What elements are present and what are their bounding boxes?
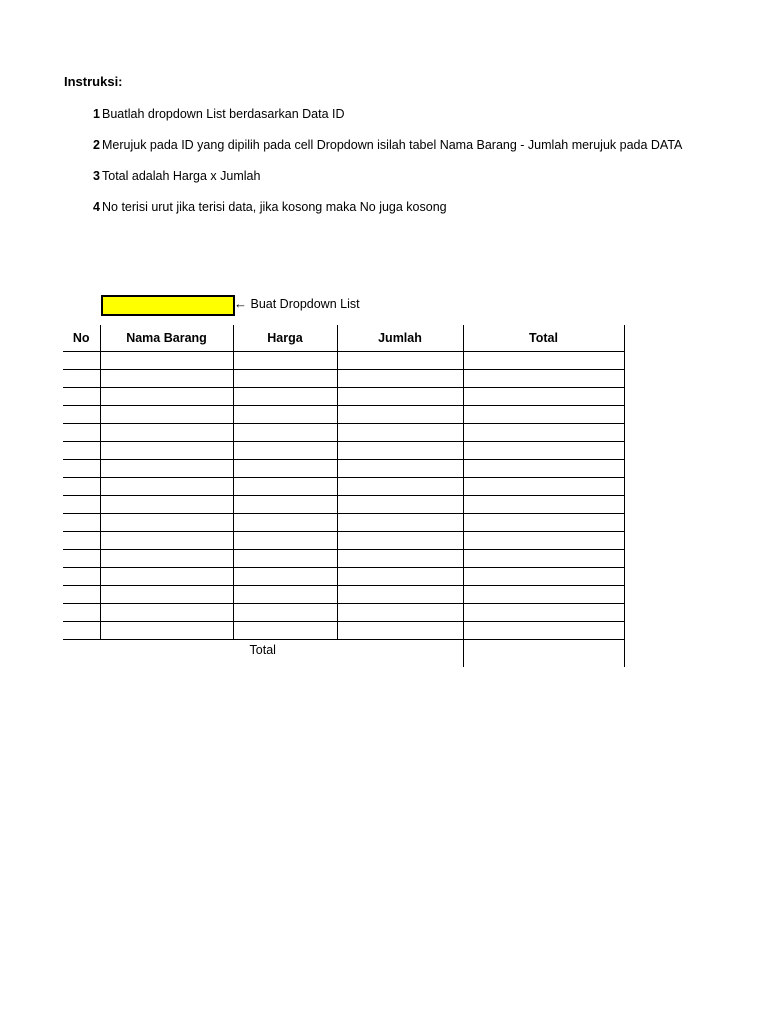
- cell-total[interactable]: [463, 388, 624, 406]
- cell-no[interactable]: [63, 406, 100, 424]
- cell-nama-barang[interactable]: [100, 514, 233, 532]
- cell-nama-barang[interactable]: [100, 442, 233, 460]
- cell-no[interactable]: [63, 424, 100, 442]
- cell-jumlah[interactable]: [337, 622, 463, 640]
- cell-total[interactable]: [463, 352, 624, 370]
- cell-nama-barang[interactable]: [100, 370, 233, 388]
- column-header-no: No: [63, 325, 100, 352]
- cell-nama-barang[interactable]: [100, 460, 233, 478]
- cell-total[interactable]: [463, 460, 624, 478]
- cell-nama-barang[interactable]: [100, 388, 233, 406]
- cell-nama-barang[interactable]: [100, 568, 233, 586]
- cell-harga[interactable]: [233, 352, 337, 370]
- cell-total[interactable]: [463, 442, 624, 460]
- cell-no[interactable]: [63, 568, 100, 586]
- instruction-number: 1: [93, 107, 100, 121]
- table-row: [63, 478, 624, 496]
- cell-nama-barang[interactable]: [100, 352, 233, 370]
- cell-no[interactable]: [63, 622, 100, 640]
- cell-jumlah[interactable]: [337, 442, 463, 460]
- cell-harga[interactable]: [233, 478, 337, 496]
- table-row: [63, 514, 624, 532]
- cell-jumlah[interactable]: [337, 370, 463, 388]
- cell-harga[interactable]: [233, 442, 337, 460]
- cell-nama-barang[interactable]: [100, 406, 233, 424]
- cell-jumlah[interactable]: [337, 406, 463, 424]
- footer-total-cell[interactable]: [463, 640, 624, 668]
- cell-jumlah[interactable]: [337, 478, 463, 496]
- cell-harga[interactable]: [233, 496, 337, 514]
- instruction-text: Total adalah Harga x Jumlah: [102, 169, 261, 183]
- cell-jumlah[interactable]: [337, 388, 463, 406]
- cell-jumlah[interactable]: [337, 532, 463, 550]
- cell-total[interactable]: [463, 478, 624, 496]
- table-row: [63, 406, 624, 424]
- items-table: [63, 325, 625, 667]
- footer-total-label: Total: [249, 643, 276, 657]
- cell-no[interactable]: [63, 442, 100, 460]
- table-footer-row: [63, 640, 624, 668]
- column-header-nama-barang: Nama Barang: [100, 325, 233, 352]
- cell-nama-barang[interactable]: [100, 550, 233, 568]
- cell-harga[interactable]: [233, 568, 337, 586]
- cell-total[interactable]: [463, 496, 624, 514]
- cell-no[interactable]: [63, 514, 100, 532]
- instruction-text: No terisi urut jika terisi data, jika kosong maka No juga kosong: [102, 200, 447, 214]
- table-row: [63, 388, 624, 406]
- cell-harga[interactable]: [233, 388, 337, 406]
- cell-harga[interactable]: [233, 406, 337, 424]
- cell-no[interactable]: [63, 352, 100, 370]
- cell-total[interactable]: [463, 532, 624, 550]
- column-header-total: Total: [463, 325, 624, 352]
- cell-harga[interactable]: [233, 514, 337, 532]
- table-row: [63, 622, 624, 640]
- cell-nama-barang[interactable]: [100, 586, 233, 604]
- cell-nama-barang[interactable]: [100, 532, 233, 550]
- cell-jumlah[interactable]: [337, 514, 463, 532]
- instruction-4: [64, 200, 447, 214]
- cell-nama-barang[interactable]: [100, 496, 233, 514]
- cell-no[interactable]: [63, 496, 100, 514]
- table-row: [63, 460, 624, 478]
- cell-total[interactable]: [463, 514, 624, 532]
- instruction-1: [64, 107, 345, 121]
- cell-total[interactable]: [463, 586, 624, 604]
- cell-jumlah[interactable]: [337, 424, 463, 442]
- table-row: [63, 424, 624, 442]
- column-header-harga: Harga: [233, 325, 337, 352]
- cell-harga[interactable]: [233, 622, 337, 640]
- cell-no[interactable]: [63, 388, 100, 406]
- cell-harga[interactable]: [233, 424, 337, 442]
- cell-no[interactable]: [63, 532, 100, 550]
- cell-total[interactable]: [463, 604, 624, 622]
- cell-jumlah[interactable]: [337, 586, 463, 604]
- cell-no[interactable]: [63, 604, 100, 622]
- table-row: [63, 370, 624, 388]
- table-row: [63, 442, 624, 460]
- instructions-heading: Instruksi:: [64, 74, 123, 89]
- cell-no[interactable]: [63, 460, 100, 478]
- cell-harga[interactable]: [233, 460, 337, 478]
- cell-harga[interactable]: [233, 532, 337, 550]
- cell-nama-barang[interactable]: [100, 622, 233, 640]
- cell-nama-barang[interactable]: [100, 424, 233, 442]
- cell-total[interactable]: [463, 568, 624, 586]
- cell-no[interactable]: [63, 550, 100, 568]
- cell-total[interactable]: [463, 550, 624, 568]
- instruction-3: [64, 169, 260, 183]
- cell-jumlah[interactable]: [337, 568, 463, 586]
- table-row: [63, 586, 624, 604]
- cell-jumlah[interactable]: [337, 460, 463, 478]
- instruction-number: 2: [93, 138, 100, 152]
- cell-jumlah[interactable]: [337, 604, 463, 622]
- cell-nama-barang[interactable]: [100, 478, 233, 496]
- cell-jumlah[interactable]: [337, 352, 463, 370]
- cell-no[interactable]: [63, 370, 100, 388]
- cell-harga[interactable]: [233, 550, 337, 568]
- table-row: [63, 532, 624, 550]
- cell-jumlah[interactable]: [337, 550, 463, 568]
- instruction-text: Buatlah dropdown List berdasarkan Data ID: [102, 107, 345, 121]
- cell-harga[interactable]: [233, 604, 337, 622]
- table-row: [63, 604, 624, 622]
- column-header-jumlah: Jumlah: [337, 325, 463, 352]
- cell-no[interactable]: [63, 478, 100, 496]
- cell-total[interactable]: [463, 424, 624, 442]
- cell-total[interactable]: [463, 370, 624, 388]
- table-header-row: [63, 325, 624, 352]
- instruction-number: 3: [93, 169, 100, 183]
- cell-harga[interactable]: [233, 370, 337, 388]
- instruction-number: 4: [93, 200, 100, 214]
- instruction-text: Merujuk pada ID yang dipilih pada cell Dropdown isilah tabel Nama Barang - Jumlah merujuk pada DATA: [102, 138, 683, 152]
- dropdown-note-text: Buat Dropdown List: [250, 297, 360, 311]
- table-row: [63, 496, 624, 514]
- dropdown-note: [234, 296, 360, 311]
- left-arrow-icon: ←: [234, 296, 247, 311]
- cell-total[interactable]: [463, 406, 624, 424]
- table-row: [63, 568, 624, 586]
- cell-nama-barang[interactable]: [100, 604, 233, 622]
- cell-total[interactable]: [463, 622, 624, 640]
- cell-jumlah[interactable]: [337, 496, 463, 514]
- instruction-2: [64, 138, 682, 152]
- cell-harga[interactable]: [233, 586, 337, 604]
- table-row: [63, 352, 624, 370]
- table-body: [63, 352, 624, 640]
- cell-no[interactable]: [63, 586, 100, 604]
- table-row: [63, 550, 624, 568]
- dropdown-cell[interactable]: [101, 295, 235, 316]
